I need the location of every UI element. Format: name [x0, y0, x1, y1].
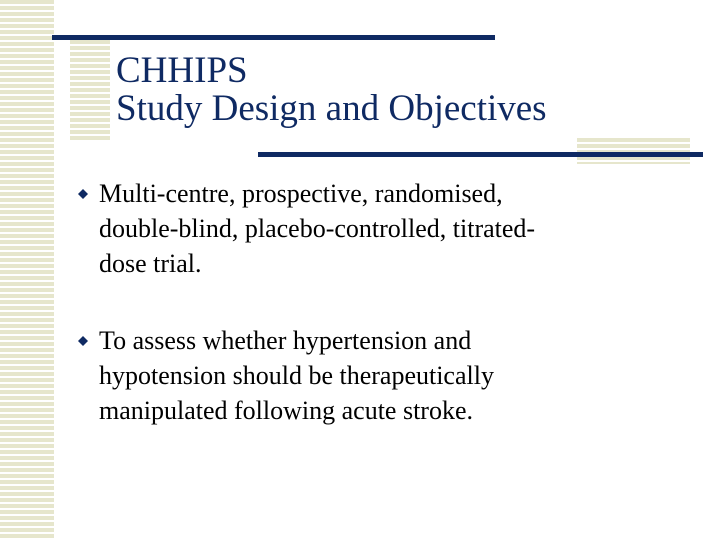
- bullet-text-line: double-blind, placebo-controlled, titrated-: [99, 214, 536, 243]
- bullet-item-design: [78, 176, 678, 281]
- bullet-text-line: dose trial.: [99, 249, 202, 278]
- title-stripe-panel: [70, 40, 110, 140]
- bullet-text-line: manipulated following acute stroke.: [99, 396, 474, 425]
- slide-title: [116, 52, 706, 128]
- diamond-bullet-icon: [78, 336, 88, 346]
- bullet-list: [78, 176, 678, 470]
- bullet-text-line: Multi-centre, prospective, randomised,: [99, 179, 503, 208]
- diamond-bullet-icon: [78, 189, 88, 199]
- title-line-1: CHHIPS: [116, 50, 248, 91]
- left-stripe-band: [0, 0, 54, 540]
- title-top-rule: [52, 35, 495, 40]
- bullet-text-line: hypotension should be therapeutically: [99, 361, 494, 390]
- title-line-2: Study Design and Objectives: [116, 88, 547, 129]
- bullet-text-line: To assess whether hypertension and: [99, 326, 472, 355]
- corner-stripe-block: [577, 138, 690, 164]
- title-bottom-rule: [258, 152, 703, 157]
- bullet-item-objective: [78, 323, 678, 428]
